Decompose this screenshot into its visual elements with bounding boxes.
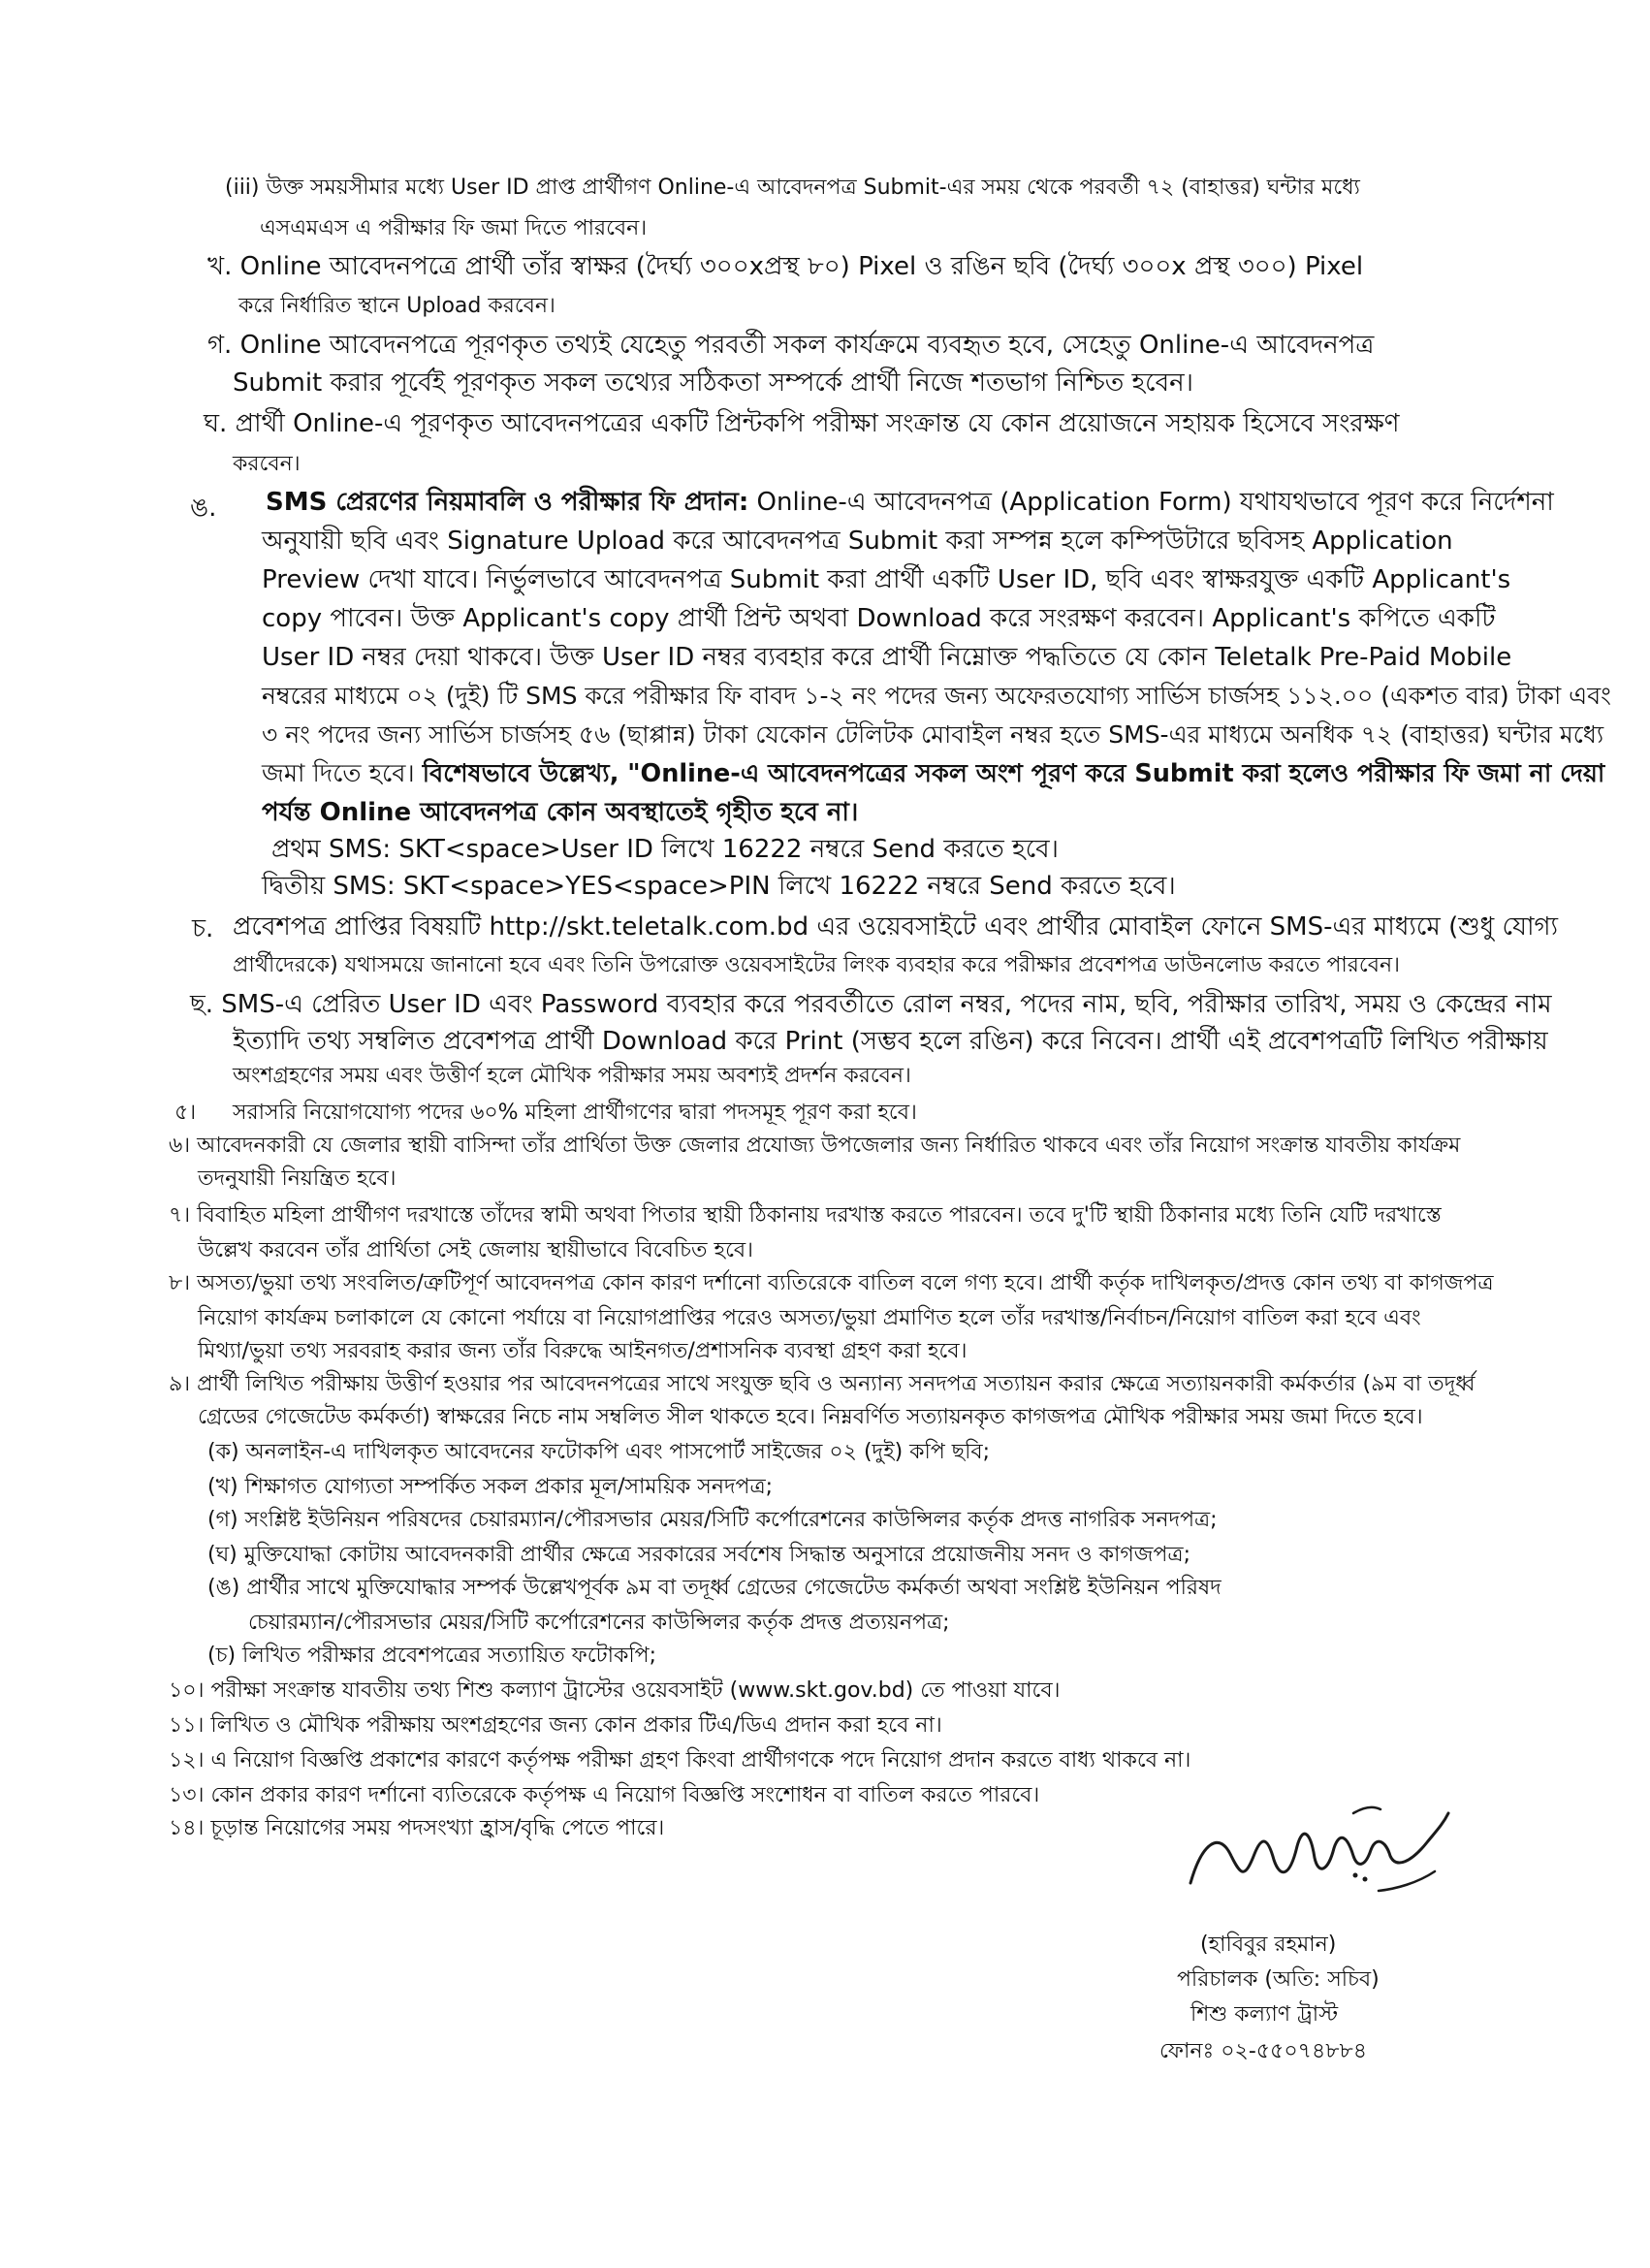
item-14: ১৪। চূড়ান্ত নিয়োগের সময় পদসংখ্যা হ্রাস/বৃদ্ধি পেতে পারে। xyxy=(169,1816,665,1840)
item-6-line2: তদনুযায়ী নিয়ন্ত্রিত হবে। xyxy=(198,1166,397,1191)
clause-umo-line1-rest: Online-এ আবেদনপত্র (Application Form) যথাযথভাবে পূরণ করে নির্দেশনা xyxy=(748,488,1554,517)
clause-ga-line2: Submit করার পূর্বেই পূরণকৃত সকল তথ্যের সঠিকতা সম্পর্কে প্রার্থী নিজে শতভাগ নিশ্চিত হবেন। xyxy=(233,368,1193,398)
clause-ka-iii-line2: এসএমএস এ পরীক্ষার ফি জমা দিতে পারবেন। xyxy=(260,216,648,240)
clause-umo-line2: অনুযায়ী ছবি এবং Signature Upload করে আবেদনপত্র Submit করা সম্পন্ন হলে কম্পিউটারে ছবিসহ Application xyxy=(262,527,1453,556)
sms-first: প্রথম SMS: SKT<space>User ID লিখে 16222 নম্বরে Send করতে হবে। xyxy=(271,835,1059,864)
item-9-umo-line1: (ঙ) প্রার্থীর সাথে মুক্তিযোদ্ধার সম্পর্ক উল্লেখপূর্বক ৯ম বা তদূর্ধ্ব গ্রেডের গেজেটেড কর্মকর্তা অথবা সংশ্লিষ্ট ইউনিয়ন পরিষদ xyxy=(207,1576,1222,1600)
clause-cha-label: চ. xyxy=(192,914,214,943)
item-9-gha: (ঘ) মুক্তিযোদ্ধা কোটায় আবেদনকারী প্রার্থীর ক্ষেত্রে সরকারের সর্বশেষ সিদ্ধান্ত অনুসারে প্রয়োজনীয় সনদ ও কাগজপত্র; xyxy=(207,1543,1190,1567)
clause-ka-iii-line1: (iii) উক্ত সময়সীমার মধ্যে User ID প্রাপ্ত প্রার্থীগণ Online-এ আবেদনপত্র Submit-এর সময় থেকে পরবর্তী ৭২ (বাহাত্তর) ঘন্টার মধ্যে xyxy=(225,176,1360,200)
clause-ga-line1: গ. Online আবেদনপত্রে পূরণকৃত তথ্যই যেহেতু পরবর্তী সকল কার্যক্রমে ব্যবহৃত হবে, সেহেতু Online-এ আবেদনপত্র xyxy=(207,331,1375,360)
clause-umo-line6: নম্বরের মাধ্যমে ০২ (দুই) টি SMS করে পরীক্ষার ফি বাবদ ১-২ নং পদের জন্য অফেরতযোগ্য সার্ভিস চার্জসহ ১১২.০০ (একশত বার) টাকা এবং xyxy=(262,682,1611,710)
clause-gha-line1: ঘ. প্রার্থী Online-এ পূরণকৃত আবেদনপত্রের একটি প্রিন্টকপি পরীক্ষা সংক্রান্ত যে কোন প্রয়োজনে সহায়ক হিসেবে সংরক্ষণ xyxy=(204,409,1400,438)
item-13: ১৩। কোন প্রকার কারণ দর্শানো ব্যতিরেকে কর্তৃপক্ষ এ নিয়োগ বিজ্ঞপ্তি সংশোধন বা বাতিল করতে পারবে। xyxy=(169,1783,1040,1807)
item-9-line2: গ্রেডের গেজেটেড কর্মকর্তা) স্বাক্ষরের নিচে নাম সম্বলিত সীল থাকতে হবে। নিম্নবর্ণিত সত্যায়নকৃত কাগজপত্র মৌখিক পরীক্ষার সময় জমা দিতে হবে। xyxy=(198,1405,1423,1429)
clause-umo-line8-bold: বিশেষভাবে উল্লেখ্য, "Online-এ আবেদনপত্রের সকল অংশ পূরণ করে Submit করা হলেও পরীক্ষার ফি জমা না দেয়া xyxy=(422,759,1605,788)
sms-second: দ্বিতীয় SMS: SKT<space>YES<space>PIN লিখে 16222 নম্বরে Send করতে হবে। xyxy=(262,872,1176,901)
clause-umo-line1 xyxy=(266,487,1554,518)
clause-umo-line3: Preview দেখা যাবে। নির্ভুলভাবে আবেদনপত্র Submit করা প্রার্থী একটি User ID, ছবি এবং স্বাক্ষরযুক্ত একটি Applicant's xyxy=(262,565,1511,594)
clause-kha-line1: খ. Online আবেদনপত্রে প্রার্থী তাঁর স্বাক্ষর (দৈর্ঘ্য ৩০০xপ্রস্থ ৮০) Pixel ও রঙিন ছবি (দৈর্ঘ্য ৩০০x প্রস্থ ৩০০) Pixel xyxy=(207,252,1364,281)
sms-rules-heading: SMS প্রেরণের নিয়মাবলি ও পরীক্ষার ফি প্রদান: xyxy=(266,488,749,517)
signatory-organization: শিশু কল্যাণ ট্রাস্ট xyxy=(1190,2002,1339,2027)
item-6-line1: ৬। আবেদনকারী যে জেলার স্থায়ী বাসিন্দা তাঁর প্রার্থিতা উক্ত জেলার প্রযোজ্য উপজেলার জন্য নির্ধারিত থাকবে এবং তাঁর নিয়োগ সংক্রান্ত যাবতীয় কার্যক্রম xyxy=(169,1134,1461,1158)
clause-cha-line1: প্রবেশপত্র প্রাপ্তির বিষয়টি http://skt.teletalk.com.bd এর ওয়েবসাইটে এবং প্রার্থীর মোবাইল ফোনে SMS-এর মাধ্যমে (শুধু যোগ্য xyxy=(233,912,1559,942)
clause-umo-line9: পর্যন্ত Online আবেদনপত্র কোন অবস্থাতেই গৃহীত হবে না। xyxy=(262,798,859,827)
clause-chha-line1: ছ. SMS-এ প্রেরিত User ID এবং Password ব্যবহার করে পরবর্তীতে রোল নম্বর, পদের নাম, ছবি, পরীক্ষার তারিখ, সময় ও কেন্দ্রের নাম xyxy=(190,990,1552,1019)
item-12: ১২। এ নিয়োগ বিজ্ঞপ্তি প্রকাশের কারণে কর্তৃপক্ষ পরীক্ষা গ্রহণ কিংবা প্রার্থীগণকে পদে নিয়োগ প্রদান করতে বাধ্য থাকবে না। xyxy=(169,1748,1191,1773)
clause-umo-label: ঙ. xyxy=(190,494,217,523)
item-5: সরাসরি নিয়োগযোগ্য পদের ৬০% মহিলা প্রার্থীগণের দ্বারা পদসমূহ পূরণ করা হবে। xyxy=(233,1101,917,1125)
item-9-ka: (ক) অনলাইন-এ দাখিলকৃত আবেদনের ফটোকপি এবং পাসপোর্ট সাইজের ০২ (দুই) কপি ছবি; xyxy=(207,1440,991,1464)
signature-image xyxy=(1173,1774,1464,1910)
item-5-label: ৫। xyxy=(175,1101,197,1125)
item-9-line1: ৯। প্রার্থী লিখিত পরীক্ষায় উত্তীর্ণ হওয়ার পর আবেদনপত্রের সাথে সংযুক্ত ছবি ও অন্যান্য সনদপত্র সত্যায়ন করার ক্ষেত্রে সত্যায়নকারী কর্মকর্তার (৯ম বা তদূর্ধ্ব xyxy=(169,1372,1475,1396)
clause-cha-line2: প্রার্থীদেরকে) যথাসময়ে জানানো হবে এবং তিনি উপরোক্ত ওয়েবসাইটের লিংক ব্যবহার করে পরীক্ষার প্রবেশপত্র ডাউনলোড করতে পারবেন। xyxy=(233,953,1400,977)
clause-umo-line7: ৩ নং পদের জন্য সার্ভিস চার্জসহ ৫৬ (ছাপ্পান্ন) টাকা যেকোন টেলিটক মোবাইল নম্বর হতে SMS-এর মাধ্যমে অনধিক ৭২ (বাহাত্তর) ঘন্টার মধ্যে xyxy=(262,720,1604,749)
clause-umo-line8 xyxy=(262,758,1604,789)
item-7-line2: উল্লেখ করবেন তাঁর প্রার্থিতা সেই জেলায় স্থায়ীভাবে বিবেচিত হবে। xyxy=(198,1238,754,1262)
item-9-ga: (গ) সংশ্লিষ্ট ইউনিয়ন পরিষদের চেয়ারম্যান/পৌরসভার মেয়র/সিটি কর্পোরেশনের কাউন্সিলর কর্তৃক প্রদত্ত নাগরিক সনদপত্র; xyxy=(207,1508,1218,1532)
item-7-line1: ৭। বিবাহিত মহিলা প্রার্থীগণ দরখাস্তে তাঁদের স্বামী অথবা পিতার স্থায়ী ঠিকানায় দরখাস্ত করতে পারবেন। তবে দু'টি স্থায়ী ঠিকানার মধ্যে তিনি যেটি দরখাস্তে xyxy=(169,1203,1442,1228)
item-11: ১১। লিখিত ও মৌখিক পরীক্ষায় অংশগ্রহণের জন্য কোন প্রকার টিএ/ডিএ প্রদান করা হবে না। xyxy=(169,1713,942,1738)
clause-umo-line8-plain: জমা দিতে হবে। xyxy=(262,759,423,788)
signatory-name: (হাবিবুর রহমান) xyxy=(1200,1933,1337,1957)
item-10: ১০। পরীক্ষা সংক্রান্ত যাবতীয় তথ্য শিশু কল্যাণ ট্রাস্টের ওয়েবসাইট (www.skt.gov.bd) তে পাওয়া যাবে। xyxy=(169,1678,1061,1703)
item-9-umo-line2: চেয়ারম্যান/পৌরসভার মেয়র/সিটি কর্পোরেশনের কাউন্সিলর কর্তৃক প্রদত্ত প্রত্যয়নপত্র; xyxy=(248,1611,950,1635)
clause-chha-line2: ইত্যাদি তথ্য সম্বলিত প্রবেশপত্র প্রার্থী Download করে Print (সম্ভব হলে রঙিন) করে নিবেন। প্রার্থী এই প্রবেশপত্রটি লিখিত পরীক্ষায় xyxy=(233,1027,1548,1056)
clause-kha-line2: করে নির্ধারিত স্থানে Upload করবেন। xyxy=(238,294,555,318)
item-8-line1: ৮। অসত্য/ভুয়া তথ্য সংবলিত/ত্রুটিপূর্ণ আবেদনপত্র কোন কারণ দর্শানো ব্যতিরেকে বাতিল বলে গণ্য হবে। প্রার্থী কর্তৃক দাখিলকৃত/প্রদত্ত কোন তথ্য বা কাগজপত্র xyxy=(169,1271,1494,1295)
clause-umo-line5: User ID নম্বর দেয়া থাকবে। উক্ত User ID নম্বর ব্যবহার করে প্রার্থী নিম্নোক্ত পদ্ধতিতে যে কোন Teletalk Pre-Paid Mobile xyxy=(262,643,1512,672)
clause-gha-line2: করবেন। xyxy=(233,452,301,476)
signatory-phone: ফোনঃ ০২-৫৫০৭৪৮৮৪ xyxy=(1159,2039,1368,2063)
clause-umo-line4: copy পাবেন। উক্ত Applicant's copy প্রার্থী প্রিন্ট অথবা Download করে সংরক্ষণ করবেন। Applicant's কপিতে একটি xyxy=(262,604,1496,633)
item-9-cha: (চ) লিখিত পরীক্ষার প্রবেশপত্রের সত্যায়িত ফটোকপি; xyxy=(207,1644,657,1668)
item-9-kha: (খ) শিক্ষাগত যোগ্যতা সম্পর্কিত সকল প্রকার মূল/সাময়িক সনদপত্র; xyxy=(207,1475,774,1499)
signatory-designation: পরিচালক (অতি: সচিব) xyxy=(1177,1967,1380,1992)
item-8-line3: মিথ্যা/ভুয়া তথ্য সরবরাহ করার জন্য তাঁর বিরুদ্ধে আইনগত/প্রশাসনিক ব্যবস্থা গ্রহণ করা হবে। xyxy=(198,1339,968,1363)
item-8-line2: নিয়োগ কার্যক্রম চলাকালে যে কোনো পর্যায়ে বা নিয়োগপ্রাপ্তির পরেও অসত্য/ভুয়া প্রমাণিত হলে তাঁর দরখাস্ত/নির্বাচন/নিয়োগ বাতিল করা হবে এবং xyxy=(198,1306,1421,1330)
clause-chha-line3: অংশগ্রহণের সময় এবং উত্তীর্ণ হলে মৌখিক পরীক্ষার সময় অবশ্যই প্রদর্শন করবেন। xyxy=(233,1064,911,1088)
